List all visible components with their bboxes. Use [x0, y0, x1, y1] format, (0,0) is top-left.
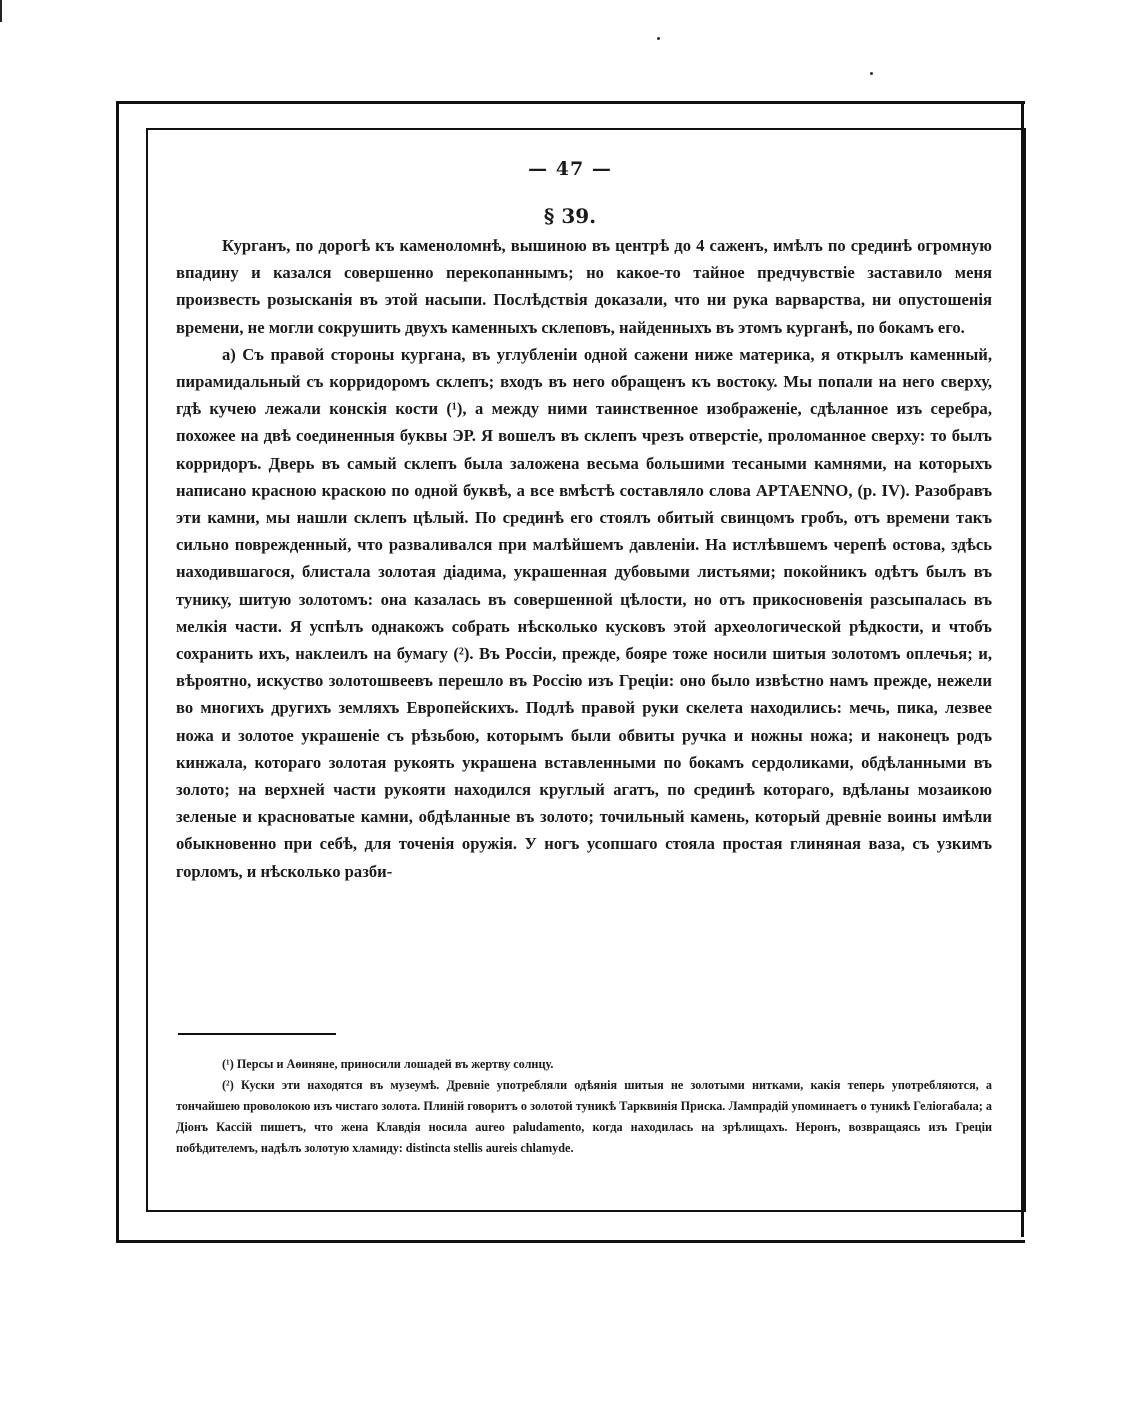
- scan-speck: [870, 72, 873, 75]
- paragraph-1: Курганъ, по дорогѣ къ каменоломнѣ, вышиною въ центрѣ до 4 саженъ, имѣлъ по срединѣ огромную впадину и казался совершенно перекопаннымъ; но какое-то тайное предчувствіе заставило меня произвесть розысканія въ этой насыпи. Послѣдствія доказали, что ни рука варварства, ни опустошенія времени, не могли сокрушить двухъ каменныхъ склеповъ, найденныхъ въ этомъ курганѣ, по бокамъ его.: [176, 236, 992, 337]
- footnote-2: (²) Куски эти находятся въ музеумѣ. Древніе употребляли одѣянія шитыя не золотыми нитками, какія теперь употребляются, а тончайшею проволокою изъ чистаго золота. Плиній говоритъ о золотой туникѣ Тарквинія Приска. Лампрадій упоминаетъ о туникѣ Геліогабала; а Діонъ Кассій пишетъ, что жена Клавдія носила aureo paludamento, когда находилась на зрѣлищахъ. Неронъ, возвращаясь изъ Греціи побѣдителемъ, надѣлъ золотую хламиду: distincta stellis aureis chlamyde.: [176, 1078, 992, 1155]
- footnote-separator: [178, 1033, 336, 1035]
- section-heading: § 39.: [543, 204, 597, 228]
- footnotes: [176, 1054, 992, 1159]
- body-text: [176, 232, 992, 885]
- page-number: — 47 —: [528, 158, 612, 180]
- scan-edge-mark: [0, 0, 2, 22]
- scan-speck: [657, 37, 660, 40]
- paragraph-2: а) Съ правой стороны кургана, въ углубленіи одной сажени ниже материка, я открылъ каменный, пирамидальный съ корридоромъ склепъ; входъ въ него обращенъ къ востоку. Мы попали на него сверху, гдѣ кучею лежали конскія кости (¹), а между ними таинственное изображеніе, сдѣланное изъ серебра, похожее на двѣ соединенныя буквы ЭР. Я вошелъ въ склепъ чрезъ отверстіе, проломанное сверху: то былъ корридоръ. Дверь въ самый склепъ была заложена весьма большими тесаными камнями, на которыхъ написано красною краскою по одной буквѣ, а все вмѣстѣ составляло слова АРТАЕNNO, (р. IV). Разобравъ эти камни, мы нашли склепъ цѣлый. По срединѣ его стоялъ обитый свинцомъ гробъ, отъ времени такъ сильно поврежденный, что разваливался при малѣйшемъ давленіи. На истлѣвшемъ черепѣ остова, здѣсь находившагося, блистала золотая діадима, украшенная дубовыми листьями; покойникъ одѣтъ былъ въ тунику, шитую золотомъ: она казалась въ совершенной цѣлости, но отъ прикосновенія разсыпалась въ мелкія части. Я успѣлъ однакожъ собрать нѣсколько кусковъ этой археологической рѣдкости, и чтобъ сохранить ихъ, наклеилъ на бумагу (²). Въ Россіи, прежде, бояре тоже носили шитыя золотомъ оплечья; и, вѣроятно, искуство золотошвеевъ перешло въ Россію изъ Греціи: оно было извѣстно намъ прежде, нежели во многихъ другихъ земляхъ Европейскихъ. Подлѣ правой руки скелета находились: мечь, пика, лезвее ножа и золотое украшеніе съ рѣзьбою, которымъ были обвиты ручка и ножны ножа; и наконецъ родъ кинжала, котораго золотая рукоять украшена вставленными по бокамъ сердоликами, обдѣланными въ золото; на верхней части рукояти находился круглый агатъ, по срединѣ котораго, вдѣланы мозаикою зеленые и красноватые камни, обдѣланные въ золото; точильный камень, который древніе воины имѣли обыкновенно при себѣ, для точенія оружія. У ногъ усопшаго стояла простая глиняная ваза, съ узкимъ горломъ, и нѣсколько разби-: [176, 344, 992, 881]
- footnote-1: (¹) Персы и Аѳиняне, приносили лошадей въ жертву солнцу.: [222, 1057, 554, 1071]
